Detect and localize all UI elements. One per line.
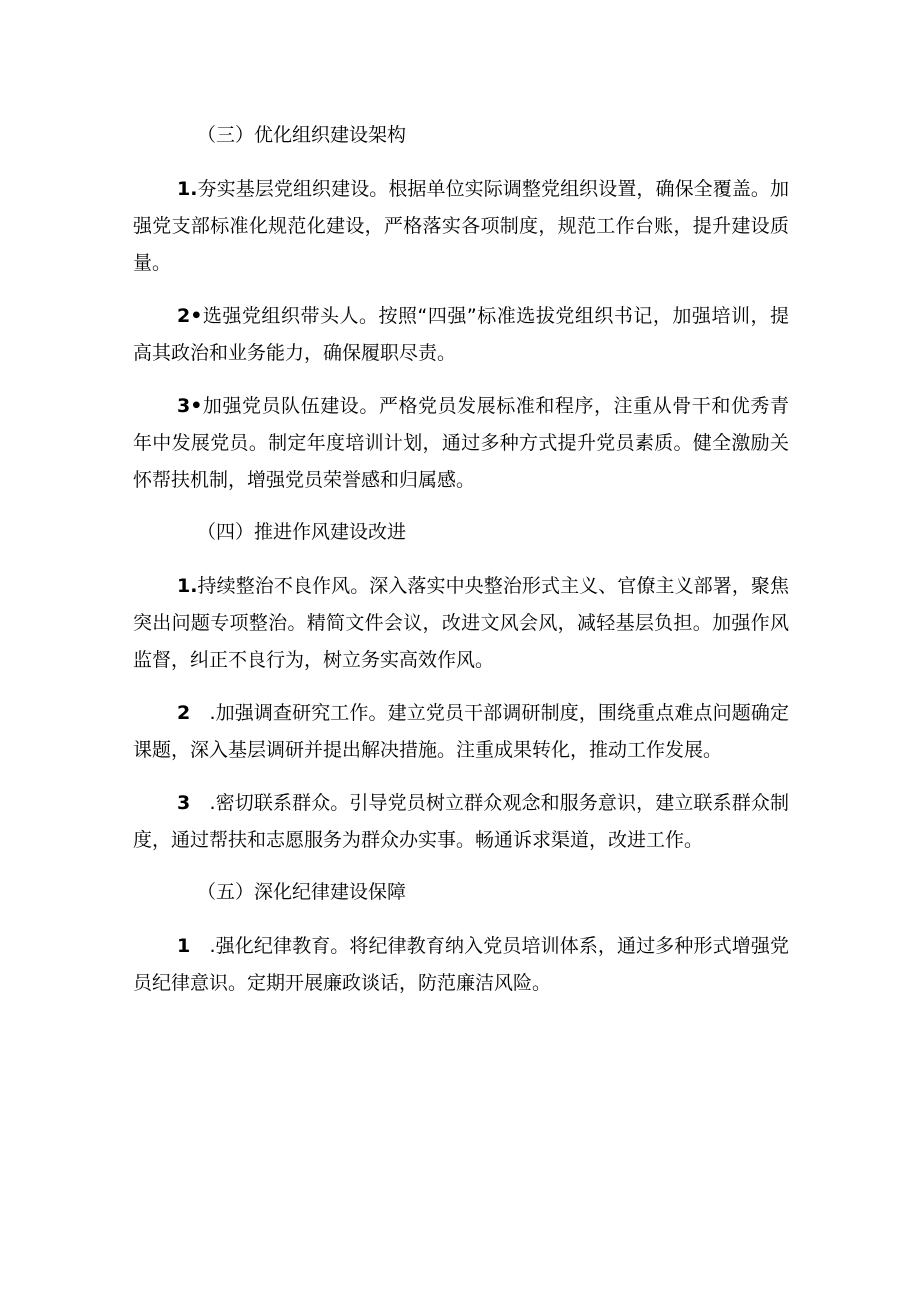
numbered-paragraph bbox=[133, 785, 789, 859]
item-number: 2• bbox=[177, 305, 203, 327]
item-number: 1. bbox=[177, 178, 198, 200]
item-number: 1. bbox=[177, 575, 198, 597]
numbered-paragraph bbox=[133, 171, 789, 282]
item-text: 夯实基层党组织建设。根据单位实际调整党组织设置，确保全覆盖。加强党支部标准化规范化建设，严格落实各项制度，规范工作台账，提升建设质量。 bbox=[133, 178, 789, 274]
numbered-paragraph bbox=[133, 298, 789, 372]
item-number: 3 bbox=[177, 792, 210, 814]
item-text: 加强党员队伍建设。严格党员发展标准和程序，注重从骨干和优秀青年中发展党员。制定年度培训计划，通过多种方式提升党员素质。健全激励关怀帮扶机制，增强党员荣誉感和归属感。 bbox=[133, 395, 789, 491]
item-text: 选强党组织带头人。按照“四强”标准选拔党组织书记，加强培训，提高其政治和业务能力，确保履职尽责。 bbox=[133, 305, 789, 364]
item-text: 持续整治不良作风。深入落实中央整治形式主义、官僚主义部署，聚焦突出问题专项整治。精简文件会议，改进文风会风，减轻基层负担。加强作风监督，纠正不良行为，树立务实高效作风。 bbox=[133, 575, 789, 671]
item-text: .加强调查研究工作。建立党员干部调研制度，围绕重点难点问题确定课题，深入基层调研并提出解决措施。注重成果转化，推动工作发展。 bbox=[133, 702, 789, 761]
numbered-paragraph bbox=[133, 695, 789, 769]
item-text: .密切联系群众。引导党员树立群众观念和服务意识，建立联系群众制度，通过帮扶和志愿服务为群众办实事。畅通诉求渠道，改进工作。 bbox=[133, 792, 789, 851]
item-number: 3• bbox=[177, 395, 203, 417]
item-number: 2 bbox=[177, 702, 210, 724]
numbered-paragraph bbox=[133, 388, 789, 499]
document-body bbox=[133, 118, 789, 1002]
numbered-paragraph bbox=[133, 928, 789, 1002]
numbered-paragraph bbox=[133, 568, 789, 679]
section-heading: （四）推进作风建设改进 bbox=[197, 521, 407, 543]
section-heading: （五）深化纪律建设保障 bbox=[197, 881, 407, 903]
item-number: 1 bbox=[177, 935, 210, 957]
section-heading: （三）优化组织建设架构 bbox=[197, 124, 407, 146]
item-text: .强化纪律教育。将纪律教育纳入党员培训体系，通过多种形式增强党员纪律意识。定期开展廉政谈话，防范廉洁风险。 bbox=[133, 935, 789, 994]
